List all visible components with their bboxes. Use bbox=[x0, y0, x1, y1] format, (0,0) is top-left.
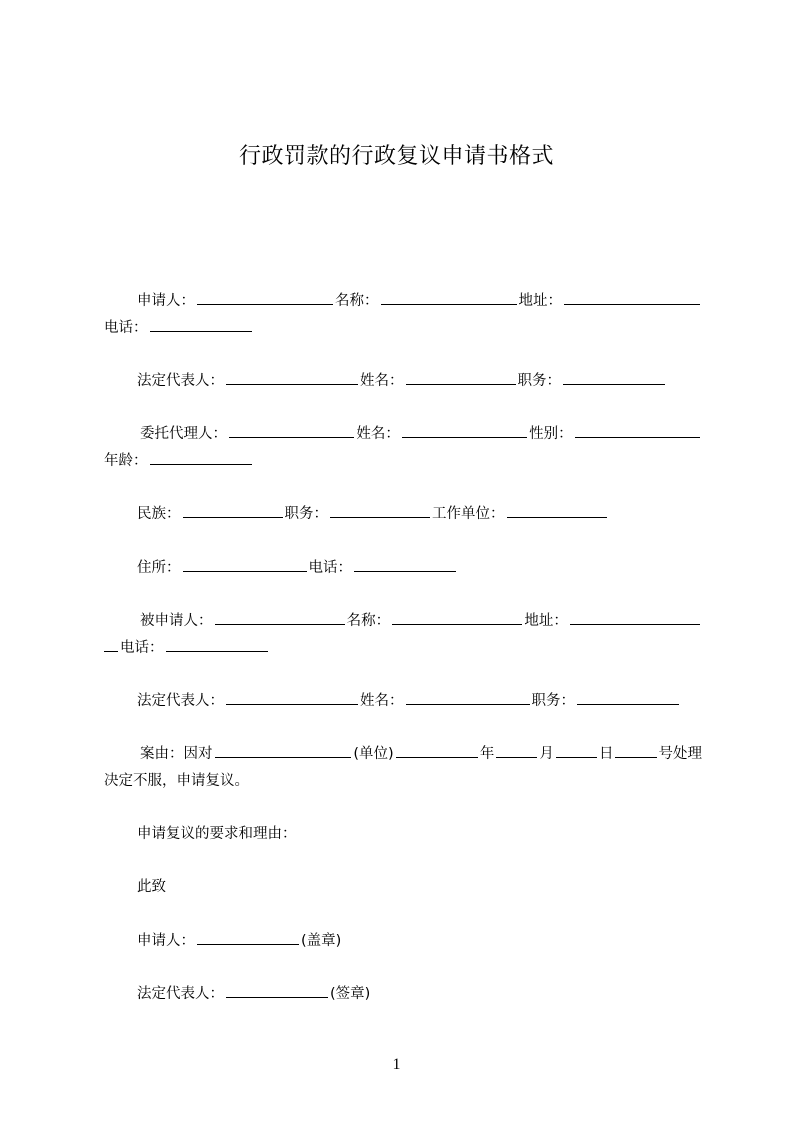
ethnicity-label: 民族： bbox=[137, 506, 181, 522]
case-month-label: 月 bbox=[539, 746, 554, 762]
page-number: 1 bbox=[392, 1056, 401, 1073]
case-continuation: 决定不服，申请复议。 bbox=[104, 773, 249, 789]
workplace-label: 工作单位： bbox=[432, 506, 505, 522]
case-number-blank[interactable] bbox=[615, 744, 656, 758]
case-unit: (单位) bbox=[353, 746, 394, 762]
respondent-address-blank[interactable] bbox=[570, 611, 700, 625]
applicant-phone-label: 电话： bbox=[104, 320, 148, 336]
applicant-phone-blank[interactable] bbox=[150, 318, 252, 332]
ethnicity-blank[interactable] bbox=[183, 504, 283, 518]
residence-label: 住所： bbox=[137, 560, 181, 576]
case-day-label: 日 bbox=[598, 746, 614, 762]
document-title: 行政罚款的行政复议申请书格式 bbox=[238, 144, 554, 169]
legal-rep-position-blank[interactable] bbox=[563, 371, 665, 385]
legal-rep-label: 法定代表人： bbox=[137, 373, 224, 389]
request-heading-line bbox=[104, 821, 702, 847]
case-year-blank[interactable] bbox=[396, 744, 478, 758]
applicant-address-label: 地址： bbox=[518, 293, 562, 309]
agent-detail-position-label: 职务： bbox=[284, 506, 328, 522]
case-line bbox=[104, 741, 702, 767]
signature-applicant-line bbox=[104, 928, 702, 954]
agent-gender-blank[interactable] bbox=[575, 424, 700, 438]
respondent-blank[interactable] bbox=[215, 611, 345, 625]
respondent-legal-rep-name-label: 姓名： bbox=[360, 693, 404, 709]
respondent-legal-rep-name-blank[interactable] bbox=[406, 691, 530, 705]
workplace-blank[interactable] bbox=[507, 504, 607, 518]
respondent-legal-rep-position-blank[interactable] bbox=[577, 691, 679, 705]
agent-detail-line bbox=[104, 501, 702, 527]
signature-applicant-seal: (盖章) bbox=[301, 933, 342, 949]
signature-legal-rep-label: 法定代表人： bbox=[137, 986, 224, 1002]
applicant-phone-line bbox=[104, 315, 702, 341]
respondent-name-label: 名称： bbox=[346, 613, 391, 629]
salutation-line bbox=[104, 874, 702, 900]
signature-applicant-label: 申请人： bbox=[137, 933, 195, 949]
case-day-blank[interactable] bbox=[556, 744, 597, 758]
case-target-blank[interactable] bbox=[215, 744, 352, 758]
agent-label: 委托代理人： bbox=[140, 426, 227, 442]
applicant-name-blank[interactable] bbox=[381, 291, 517, 305]
respondent-phone-label: 电话： bbox=[120, 640, 164, 656]
respondent-legal-rep-position-label: 职务： bbox=[531, 693, 575, 709]
applicant-address-blank[interactable] bbox=[564, 291, 700, 305]
agent-age-blank[interactable] bbox=[150, 451, 252, 465]
agent-line bbox=[104, 421, 702, 447]
signature-applicant-blank[interactable] bbox=[197, 931, 299, 945]
respondent-phone-line bbox=[104, 635, 702, 661]
agent-name-blank[interactable] bbox=[402, 424, 527, 438]
legal-rep-name-blank[interactable] bbox=[406, 371, 516, 385]
signature-legal-rep-seal: (签章) bbox=[330, 986, 371, 1002]
respondent-legal-rep-blank[interactable] bbox=[226, 691, 358, 705]
respondent-address-label: 地址： bbox=[524, 613, 568, 629]
respondent-line bbox=[104, 608, 702, 634]
signature-legal-rep-blank[interactable] bbox=[226, 984, 328, 998]
agent-gender-label: 性别： bbox=[529, 426, 573, 442]
applicant-label: 申请人： bbox=[137, 293, 195, 309]
case-continuation-line bbox=[104, 768, 702, 794]
applicant-name-label: 名称： bbox=[335, 293, 379, 309]
legal-rep-blank[interactable] bbox=[226, 371, 358, 385]
agent-age-label: 年龄： bbox=[104, 453, 148, 469]
residence-phone-label: 电话： bbox=[308, 560, 352, 576]
case-number-suffix: 号处理 bbox=[658, 746, 703, 762]
signature-legal-rep-line bbox=[104, 981, 702, 1007]
request-heading: 申请复议的要求和理由： bbox=[137, 826, 297, 842]
respondent-phone-blank[interactable] bbox=[166, 638, 268, 652]
applicant-blank[interactable] bbox=[197, 291, 333, 305]
residence-phone-blank[interactable] bbox=[354, 558, 456, 572]
case-year-label: 年 bbox=[479, 746, 495, 762]
agent-blank[interactable] bbox=[229, 424, 354, 438]
applicant-line bbox=[104, 288, 702, 314]
agent-name-label: 姓名： bbox=[356, 426, 400, 442]
legal-rep-line bbox=[104, 368, 702, 394]
agent-detail-position-blank[interactable] bbox=[330, 504, 430, 518]
agent-age-line bbox=[104, 448, 702, 474]
residence-line bbox=[104, 555, 702, 581]
case-month-blank[interactable] bbox=[496, 744, 537, 758]
residence-blank[interactable] bbox=[183, 558, 307, 572]
respondent-label: 被申请人： bbox=[140, 613, 213, 629]
respondent-legal-rep-label: 法定代表人： bbox=[137, 693, 224, 709]
legal-rep-name-label: 姓名： bbox=[360, 373, 404, 389]
salutation: 此致 bbox=[137, 879, 166, 895]
respondent-address-blank-cont[interactable] bbox=[104, 638, 118, 652]
case-label: 案由：因对 bbox=[140, 746, 213, 762]
legal-rep-position-label: 职务： bbox=[517, 373, 561, 389]
respondent-legal-rep-line bbox=[104, 688, 702, 714]
respondent-name-blank[interactable] bbox=[392, 611, 522, 625]
